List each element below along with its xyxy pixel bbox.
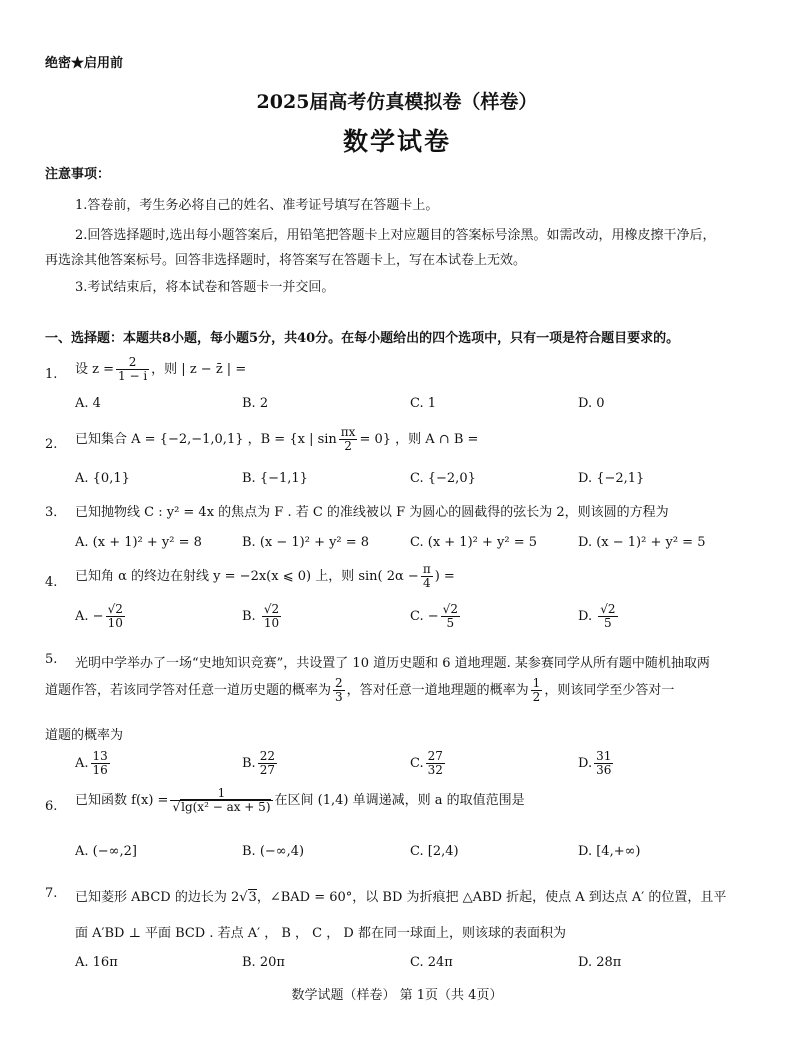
option-b: B. {−1,1}: [242, 471, 308, 486]
option-label: D.: [578, 756, 593, 771]
fraction: [91, 750, 110, 777]
question-stem: 已知抛物线 C : y² = 4x 的焦点为 F . 若 C 的准线被以 F 为圆心的圆截得的弦长为 2，则该圆的方程为: [75, 505, 669, 520]
question-number: 1.: [45, 367, 58, 382]
option-b: B. (x − 1)² + y² = 8: [242, 535, 370, 550]
fraction: [258, 750, 277, 777]
option-label: C.: [410, 609, 424, 624]
option-d: D. 0: [578, 396, 605, 411]
question-number: 2.: [45, 437, 58, 452]
option-c: [410, 750, 447, 777]
numerator: πx: [340, 425, 356, 439]
denominator: 3: [335, 690, 343, 704]
option-d: D. (x − 1)² + y² = 5: [578, 535, 706, 550]
denominator: 10: [263, 616, 280, 630]
stem-text: ，则 | z − z̄ | =: [151, 362, 247, 377]
option-a: A. (x + 1)² + y² = 8: [75, 535, 202, 550]
option-sign: −: [427, 609, 439, 624]
numerator: √2: [263, 602, 280, 616]
question-stem-line1: 已知菱形 ABCD 的边长为 2√3，∠BAD = 60°，以 BD 为折痕把 △ABD 折起，使点 A 到达点 A′ 的位置，且平: [75, 890, 727, 905]
numerator: 1: [170, 787, 272, 801]
denominator: √lg(x² − ax + 5): [172, 800, 271, 814]
notice-heading: 注意事项：: [45, 167, 111, 182]
question-number: 3．: [45, 505, 67, 520]
option-b: B. (−∞,4): [242, 844, 305, 859]
radicand: 3: [248, 890, 257, 905]
denominator: 27: [259, 763, 275, 777]
stem-text: 道题作答，若该同学答对任意一道历史题的概率为: [45, 683, 332, 698]
option-sign: −: [92, 609, 104, 624]
numerator: √2: [442, 602, 458, 616]
fraction: [170, 787, 272, 814]
fraction: [116, 356, 149, 383]
option-c: [410, 603, 462, 630]
option-d: [578, 603, 620, 630]
stem-text: = 0} ，则 A ∩ B =: [359, 432, 479, 447]
stem-text: ，∠BAD = 60°，以 BD 为折痕把 △ABD 折起，使点 A 到达点 A′ 的位置，且平: [256, 890, 727, 905]
stem-text: ) =: [434, 569, 455, 584]
stem-text: 已知集合 A = {−2,−1,0,1} ，B = {x | sin: [75, 432, 337, 447]
fraction: [598, 603, 617, 630]
stem-text: ，则该同学至少答对一: [544, 683, 675, 698]
denominator: 5: [446, 616, 455, 630]
stem-text: 已知菱形 ABCD 的边长为 2: [75, 890, 240, 905]
question-stem-line1: 光明中学举办了一场“史地知识竞赛”，共设置了 10 道历史题和 6 道地理题. 某参赛同学从所有题中随机抽取两: [75, 656, 710, 671]
notice-item-3: 3.考试结束后，将本试卷和答题卡一并交回。: [75, 280, 335, 295]
numerator: 27: [427, 749, 443, 763]
numerator: 22: [259, 749, 275, 763]
option-a: A. 16π: [75, 955, 118, 970]
denominator: 36: [596, 763, 612, 777]
denominator: 32: [427, 763, 443, 777]
option-d: D. 28π: [578, 955, 622, 970]
question-stem: [75, 356, 246, 383]
section-heading: 一、选择题：本题共8小题，每小题5分，共40分。在每小题给出的四个选项中，只有一项是符合题目要求的。: [45, 331, 680, 346]
option-d: D. [4,+∞): [578, 844, 641, 859]
stem-text: 已知角 α 的终边在射线 y = −2x(x ⩽ 0) 上，则 sin( 2α −: [75, 569, 419, 584]
numerator: 31: [596, 749, 612, 763]
option-label: A.: [75, 756, 89, 771]
fraction: [441, 603, 460, 630]
denominator: 4: [422, 576, 431, 590]
denominator: 2: [532, 690, 541, 704]
numerator: 2: [335, 676, 343, 690]
option-d: [578, 750, 615, 777]
fraction: [421, 563, 433, 590]
option-a: A. {0,1}: [75, 471, 130, 486]
question-number: 7.: [45, 886, 58, 901]
option-label: B.: [242, 756, 256, 771]
option-a: A. (−∞,2]: [75, 844, 137, 859]
option-d: D. {−2,1}: [578, 471, 645, 486]
fraction: [262, 603, 281, 630]
fraction: [594, 750, 613, 777]
subject-title: 数学试卷: [342, 127, 451, 156]
fraction: [531, 677, 543, 704]
numerator: 13: [92, 749, 108, 763]
fraction: [339, 426, 358, 453]
option-a: [75, 603, 127, 630]
option-c: C. {−2,0}: [410, 471, 476, 486]
option-b: [242, 750, 279, 777]
option-c: C. 1: [410, 396, 437, 411]
option-a: [75, 750, 112, 777]
question-stem: [75, 426, 478, 453]
numerator: 1: [532, 676, 541, 690]
question-number: 5.: [45, 652, 58, 667]
fraction: [333, 677, 345, 704]
option-c: C. 24π: [410, 955, 453, 970]
radicand: lg(x² − ax + 5): [181, 800, 271, 814]
stem-text: ，答对任意一道地理题的概率为: [346, 683, 529, 698]
option-label: A.: [75, 609, 89, 624]
option-b: B. 2: [242, 396, 269, 411]
page-footer: 数学试题（样卷） 第 1页（共 4页）: [291, 988, 503, 1003]
option-c: C. (x + 1)² + y² = 5: [410, 535, 538, 550]
question-stem: [75, 563, 455, 590]
option-label: B.: [242, 609, 256, 624]
question-number: 6.: [45, 799, 58, 814]
numerator: √2: [600, 602, 616, 616]
option-a: A. 4: [75, 396, 101, 411]
denominator: 1 − i: [118, 369, 148, 383]
stem-text: 在区间 (1,4) 单调递减，则 a 的取值范围是: [274, 793, 525, 808]
notice-item-2: 2.回答选择题时,选出每小题答案后，用铅笔把答题卡上对应题目的答案标号涂黑。如需改动，用橡皮擦干净后，: [75, 228, 716, 243]
option-label: C.: [410, 756, 424, 771]
notice-item-1: 1.答卷前，考生务必将自己的姓名、准考证号填写在答题卡上。: [75, 198, 439, 213]
question-number: 4.: [45, 575, 58, 590]
fraction: [106, 603, 125, 630]
option-b: [242, 603, 283, 630]
option-c: C. [2,4): [410, 844, 459, 859]
denominator: 10: [107, 616, 123, 630]
option-b: B. 20π: [242, 955, 285, 970]
notice-item-2-cont: 再选涂其他答案标号。回答非选择题时，将答案写在答题卡上，写在本试卷上无效。: [45, 253, 527, 268]
option-label: D.: [578, 609, 593, 624]
denominator: 16: [92, 763, 108, 777]
exam-title: 2025届高考仿真模拟卷（样卷）: [256, 91, 538, 113]
numerator: √2: [107, 602, 123, 616]
numerator: 2: [116, 356, 149, 370]
numerator: π: [422, 562, 431, 576]
question-stem-line2: 面 A′BD ⊥ 平面 BCD . 若点 A′ ， B ， C ， D 都在同一球面上，则该球的表面积为: [75, 926, 566, 941]
stem-text: 设 z =: [75, 362, 115, 377]
question-stem-line2: [45, 677, 674, 704]
denominator: 5: [604, 616, 612, 630]
question-stem: [75, 787, 525, 814]
denominator: 2: [344, 439, 352, 453]
question-stem-line3: 道题的概率为: [45, 728, 124, 743]
fraction: [426, 750, 445, 777]
confidential-label: 绝密★启用前: [45, 56, 124, 71]
stem-text: 已知函数 f(x) =: [75, 793, 169, 808]
